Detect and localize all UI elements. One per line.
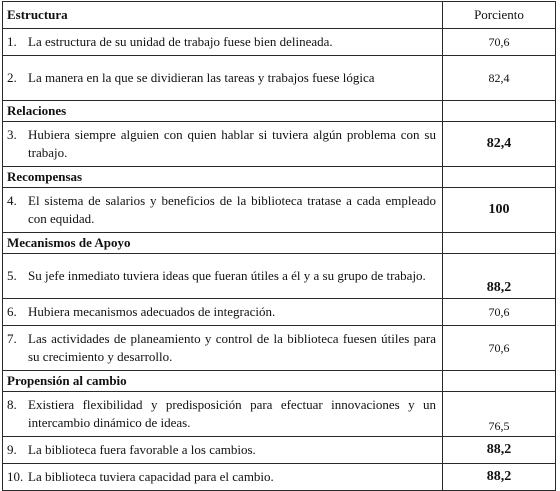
percent-value: 88,2 — [443, 437, 556, 464]
item-cell — [3, 437, 443, 464]
item-number: 9. — [7, 442, 17, 457]
section-heading-estructura: Estructura — [3, 2, 443, 29]
item-cell — [3, 122, 443, 167]
item-text: Su jefe inmediato tuviera ideas que fueran útiles a él y a su grupo de trabajo. — [28, 268, 426, 283]
item-text: La manera en la que se dividieran las tareas y trabajos fuese lógica — [28, 70, 375, 85]
table-row — [3, 437, 556, 464]
table-row — [3, 392, 556, 437]
item-text: Hubiera siempre alguien con quien hablar si tuviera algún problema con su trabajo. — [28, 127, 436, 160]
item-cell — [3, 29, 443, 56]
section-heading-propension-al-cambio: Propensión al cambio — [3, 371, 443, 392]
section-heading-recompensas: Recompensas — [3, 167, 443, 188]
percent-value: 70,6 — [443, 326, 556, 371]
item-text: Las actividades de planeamiento y control de la biblioteca fuesen útiles para su crecimiento y desarrollo. — [28, 331, 436, 364]
table-row — [3, 29, 556, 56]
section-row — [3, 233, 556, 254]
table-row — [3, 464, 556, 491]
item-text: El sistema de salarios y beneficios de la biblioteca tratase a cada empleado con equidad. — [28, 193, 436, 226]
table-row — [3, 299, 556, 326]
table-row — [3, 122, 556, 167]
item-text: Existiera flexibilidad y predisposición para efectuar innovaciones y un intercambio dinámico de ideas. — [28, 397, 436, 430]
item-number: 10. — [7, 469, 24, 484]
percent-value: 76,5 — [443, 392, 556, 437]
item-number: 5. — [7, 268, 17, 283]
item-cell — [3, 56, 443, 101]
percent-value: 82,4 — [443, 122, 556, 167]
section-row — [3, 371, 556, 392]
item-text: La estructura de su unidad de trabajo fuese bien delineada. — [28, 34, 333, 49]
percent-value: 70,6 — [443, 29, 556, 56]
empty-cell — [443, 233, 556, 254]
empty-cell — [443, 371, 556, 392]
percent-value: 100 — [443, 188, 556, 233]
table-row — [3, 188, 556, 233]
table-row — [3, 254, 556, 299]
table-row — [3, 326, 556, 371]
percent-value: 88,2 — [443, 464, 556, 491]
item-cell — [3, 299, 443, 326]
empty-cell — [443, 167, 556, 188]
section-row — [3, 167, 556, 188]
item-number: 3. — [7, 127, 17, 142]
table-row — [3, 56, 556, 101]
item-number: 6. — [7, 304, 17, 319]
item-text: Hubiera mecanismos adecuados de integración. — [28, 304, 276, 319]
item-cell — [3, 392, 443, 437]
item-text: La biblioteca fuera favorable a los cambios. — [28, 442, 256, 457]
empty-cell — [443, 101, 556, 122]
item-number: 4. — [7, 193, 17, 208]
item-text: La biblioteca tuviera capacidad para el cambio. — [28, 469, 274, 484]
item-cell — [3, 188, 443, 233]
item-cell — [3, 326, 443, 371]
item-number: 8. — [7, 397, 17, 412]
header-row — [3, 2, 556, 29]
survey-table — [2, 1, 556, 491]
section-heading-mecanismos-de-apoyo: Mecanismos de Apoyo — [3, 233, 443, 254]
section-heading-relaciones: Relaciones — [3, 101, 443, 122]
item-cell — [3, 254, 443, 299]
percent-value: 70,6 — [443, 299, 556, 326]
item-number: 7. — [7, 331, 17, 346]
section-row — [3, 101, 556, 122]
item-number: 2. — [7, 70, 17, 85]
percent-value: 82,4 — [443, 56, 556, 101]
percent-column-header: Porciento — [443, 2, 556, 29]
percent-value: 88,2 — [443, 254, 556, 299]
item-number: 1. — [7, 34, 17, 49]
item-cell — [3, 464, 443, 491]
